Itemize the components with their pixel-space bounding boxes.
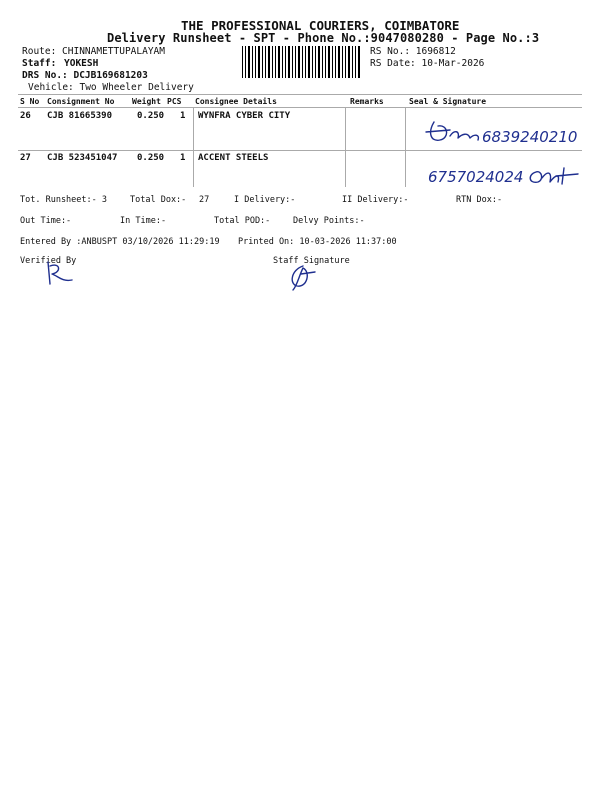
table-row-consignee: ACCENT STEELS xyxy=(198,153,269,163)
staff-label: Staff: xyxy=(22,58,57,69)
barcode-bar xyxy=(268,46,270,78)
barcode-bar xyxy=(315,46,316,78)
verified-by-label: Verified By xyxy=(20,256,77,266)
table-row-sno: 27 xyxy=(20,153,31,163)
printed-on: Printed On: 10-03-2026 11:37:00 xyxy=(238,237,397,247)
barcode-bar xyxy=(258,46,260,78)
barcode-bar xyxy=(325,46,326,78)
barcode-bar xyxy=(248,46,250,78)
barcode-bar xyxy=(342,46,343,78)
barcode-bar xyxy=(262,46,263,78)
barcode-bar xyxy=(242,46,243,78)
route-text: Route: CHINNAMETTUPALAYAM xyxy=(22,46,165,57)
barcode-bar xyxy=(282,46,283,78)
total-dox-label: Total Dox:- xyxy=(130,195,187,205)
table-row-consignee: WYNFRA CYBER CITY xyxy=(198,111,291,121)
table-row-sno: 26 xyxy=(20,111,31,121)
handwritten-signature-row-2 xyxy=(428,160,598,192)
barcode-bar xyxy=(272,46,273,78)
rs-number: RS No.: 1696812 xyxy=(370,46,456,57)
barcode xyxy=(240,46,365,80)
col-consignee: Consignee Details xyxy=(195,97,277,106)
drs-number: DRS No.: DCJB169681203 xyxy=(22,70,148,81)
table-row-weight: 0.250 xyxy=(137,111,165,121)
barcode-bar xyxy=(265,46,266,78)
barcode-bar xyxy=(318,46,320,78)
i-delivery: I Delivery:- xyxy=(234,195,296,205)
total-dox-value: 27 xyxy=(199,195,210,205)
runsheet-subtitle: Delivery Runsheet - SPT - Phone No.:9047080280 - Page No.:3 xyxy=(107,31,540,45)
barcode-bar xyxy=(305,46,306,78)
barcode-bar xyxy=(298,46,300,78)
barcode-bar xyxy=(302,46,303,78)
in-time: In Time:- xyxy=(120,216,167,226)
handwritten-phone-row-1: 6839240210 xyxy=(482,128,578,146)
barcode-bar xyxy=(338,46,340,78)
barcode-bar xyxy=(335,46,336,78)
barcode-bar xyxy=(308,46,310,78)
table-row-pcs: 1 xyxy=(180,153,186,163)
barcode-bar xyxy=(252,46,253,78)
entered-by: Entered By :ANBUSPT 03/10/2026 11:29:19 xyxy=(20,237,220,247)
barcode-bar xyxy=(255,46,256,78)
verified-by-signature xyxy=(40,258,80,288)
col-seal-signature: Seal & Signature xyxy=(409,97,487,106)
col-consignment: Consignment No xyxy=(47,97,115,106)
out-time: Out Time:- xyxy=(20,216,72,226)
staff-value: YOKESH xyxy=(64,58,99,69)
delvy-points: Delvy Points:- xyxy=(293,216,365,226)
table-row-consignment: CJB 81665390 xyxy=(47,111,113,121)
handwritten-phone-row-2: 6757024024 xyxy=(428,168,524,186)
barcode-bar xyxy=(345,46,346,78)
tot-runsheet: Tot. Runsheet:- 3 xyxy=(20,195,107,205)
barcode-bar xyxy=(275,46,276,78)
table-row-consignment: CJB 523451047 xyxy=(47,153,118,163)
barcode-bar xyxy=(295,46,296,78)
staff-signature-label: Staff Signature xyxy=(273,256,350,266)
barcode-bar xyxy=(322,46,323,78)
total-pod: Total POD:- xyxy=(214,216,271,226)
handwritten-signature-row-1 xyxy=(420,112,590,152)
barcode-bar xyxy=(288,46,290,78)
barcode-bar xyxy=(278,46,280,78)
barcode-bar xyxy=(352,46,353,78)
barcode-bar xyxy=(292,46,293,78)
col-weight: Weight xyxy=(132,97,161,106)
rtn-dox: RTN Dox:- xyxy=(456,195,503,205)
rs-date: RS Date: 10-Mar-2026 xyxy=(370,58,485,69)
ii-delivery: II Delivery:- xyxy=(342,195,409,205)
barcode-bar xyxy=(328,46,330,78)
barcode-bar xyxy=(332,46,333,78)
barcode-bar xyxy=(358,46,360,78)
table-row-weight: 0.250 xyxy=(137,153,165,163)
col-pcs: PCS xyxy=(167,97,182,106)
col-sno: S No xyxy=(20,97,40,106)
table-row-pcs: 1 xyxy=(180,111,186,121)
barcode-bar xyxy=(285,46,286,78)
barcode-bar xyxy=(348,46,350,78)
staff-signature-mark xyxy=(285,262,325,292)
vehicle-text: Vehicle: Two Wheeler Delivery xyxy=(28,82,194,93)
barcode-bar xyxy=(312,46,313,78)
barcode-bar xyxy=(355,46,356,78)
col-remarks: Remarks xyxy=(350,97,384,106)
barcode-bar xyxy=(245,46,246,78)
company-title: THE PROFESSIONAL COURIERS, COIMBATORE xyxy=(181,18,460,33)
